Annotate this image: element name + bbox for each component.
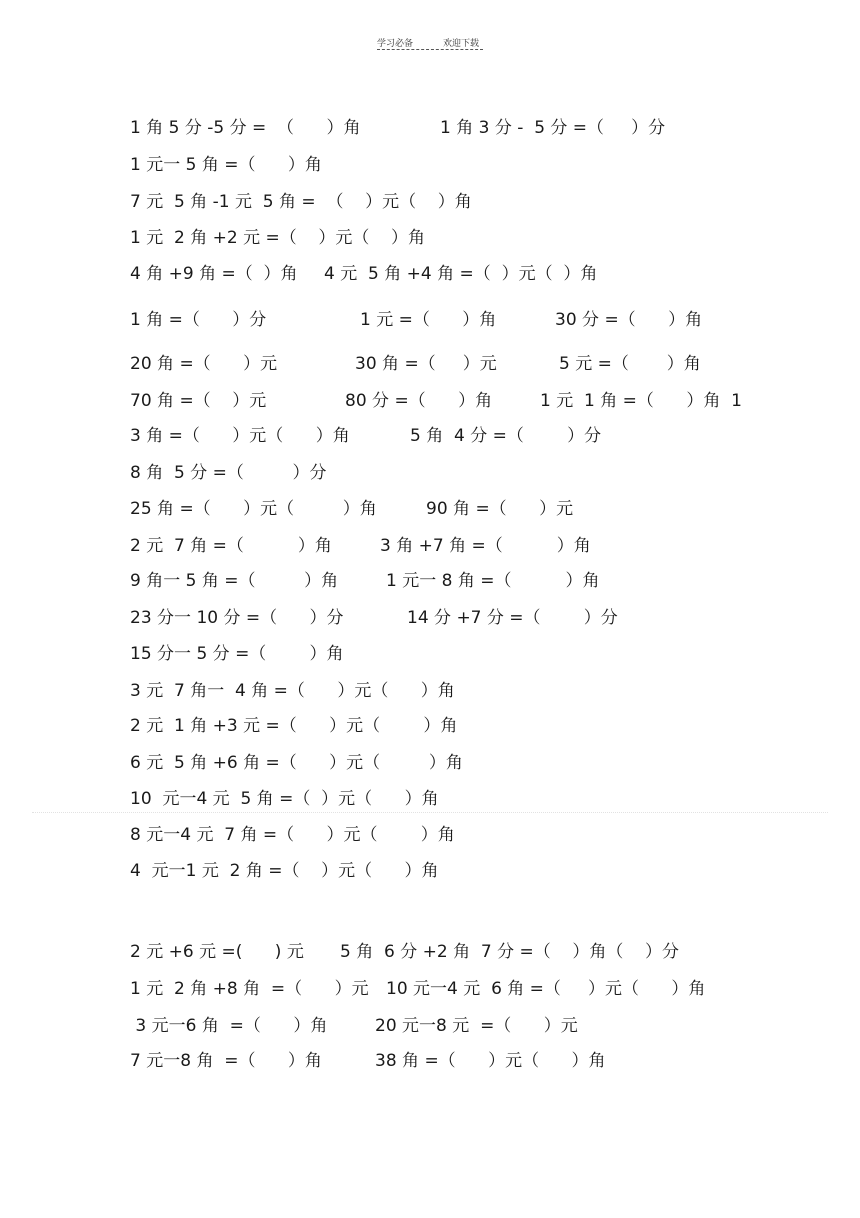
- exercise-item: 2 元 1 角 +3 元 =（ ）元（ ）角: [130, 716, 458, 736]
- page-divider: [32, 812, 828, 813]
- exercise-item: 2 元 7 角 =（ ）角: [130, 536, 332, 556]
- exercise-item: 1 元 =（ ）角: [360, 310, 497, 330]
- exercise-item: 9 角一 5 角 =（ ）角: [130, 571, 339, 591]
- exercise-item: 8 角 5 分 =（ ）分: [130, 463, 327, 483]
- exercise-item: 1 元 2 角 +8 角 =（ ）元: [130, 979, 369, 999]
- exercise-item: 4 角 +9 角 =（ ）角: [130, 264, 298, 284]
- exercise-item: 23 分一 10 分 =（ ）分: [130, 608, 344, 628]
- exercise-item: 6 元 5 角 +6 角 =（ ）元（ ）角: [130, 753, 463, 773]
- exercise-item: 7 元一8 角 =（ ）角: [130, 1051, 322, 1071]
- exercise-item: 10 元一4 元 6 角 =（ ）元（ ）角: [386, 979, 706, 999]
- exercise-item: 7 元 5 角 -1 元 5 角 = （ ）元（ ）角: [130, 192, 472, 212]
- exercise-item: 20 元一8 元 =（ ）元: [375, 1016, 578, 1036]
- header-right-text: 欢迎下载: [443, 39, 480, 49]
- exercise-item: 4 元一1 元 2 角 =（ ）元（ ）角: [130, 861, 439, 881]
- exercise-item: 30 角 =（ ）元: [355, 354, 497, 374]
- exercise-item: 15 分一 5 分 =（ ）角: [130, 644, 344, 664]
- exercise-item: 2 元 +6 元 =( ) 元: [130, 942, 304, 962]
- exercise-item: 3 元 7 角一 4 角 =（ ）元（ ）角: [130, 681, 455, 701]
- exercise-item: 5 元 =（ ）角: [559, 354, 701, 374]
- exercise-item: 30 分 =（ ）角: [555, 310, 703, 330]
- exercise-item: 1 元 2 角 +2 元 =（ ）元（ ）角: [130, 228, 425, 248]
- header-left-text: 学习必备: [377, 39, 414, 49]
- exercise-item: 8 元一4 元 7 角 =（ ）元（ ）角: [130, 825, 455, 845]
- exercise-item: 3 角 =（ ）元（ ）角: [130, 426, 350, 446]
- exercise-item: 3 元一6 角 =（ ）角: [130, 1016, 328, 1036]
- exercise-item: 1 元 1 角 =（ ）角 1: [540, 391, 742, 411]
- exercise-item: 5 角 4 分 =（ ）分: [410, 426, 602, 446]
- exercise-item: 90 角 =（ ）元: [426, 499, 574, 519]
- exercise-item: 20 角 =（ ）元: [130, 354, 278, 374]
- header-dashed-rule: [377, 49, 483, 50]
- exercise-item: 4 元 5 角 +4 角 =（ ）元（ ）角: [324, 264, 598, 284]
- exercise-item: 25 角 =（ ）元（ ）角: [130, 499, 377, 519]
- exercise-item: 70 角 =（ ）元: [130, 391, 267, 411]
- page-header: [0, 36, 860, 56]
- exercise-item: 1 角 =（ ）分: [130, 310, 267, 330]
- exercise-item: 38 角 =（ ）元（ ）角: [375, 1051, 606, 1071]
- exercise-item: 80 分 =（ ）角: [345, 391, 493, 411]
- exercise-item: 1 元一 5 角 =（ ）角: [130, 155, 322, 175]
- exercise-item: 1 角 3 分 - 5 分 =（ ）分: [440, 118, 666, 138]
- exercise-item: 5 角 6 分 +2 角 7 分 =（ ）角（ ）分: [340, 942, 680, 962]
- exercise-item: 1 角 5 分 -5 分 = （ ）角: [130, 118, 361, 138]
- exercise-item: 1 元一 8 角 =（ ）角: [386, 571, 600, 591]
- exercise-item: 14 分 +7 分 =（ ）分: [407, 608, 618, 628]
- exercise-item: 3 角 +7 角 =（ ）角: [380, 536, 591, 556]
- exercise-item: 10 元一4 元 5 角 =（ ）元（ ）角: [130, 789, 439, 809]
